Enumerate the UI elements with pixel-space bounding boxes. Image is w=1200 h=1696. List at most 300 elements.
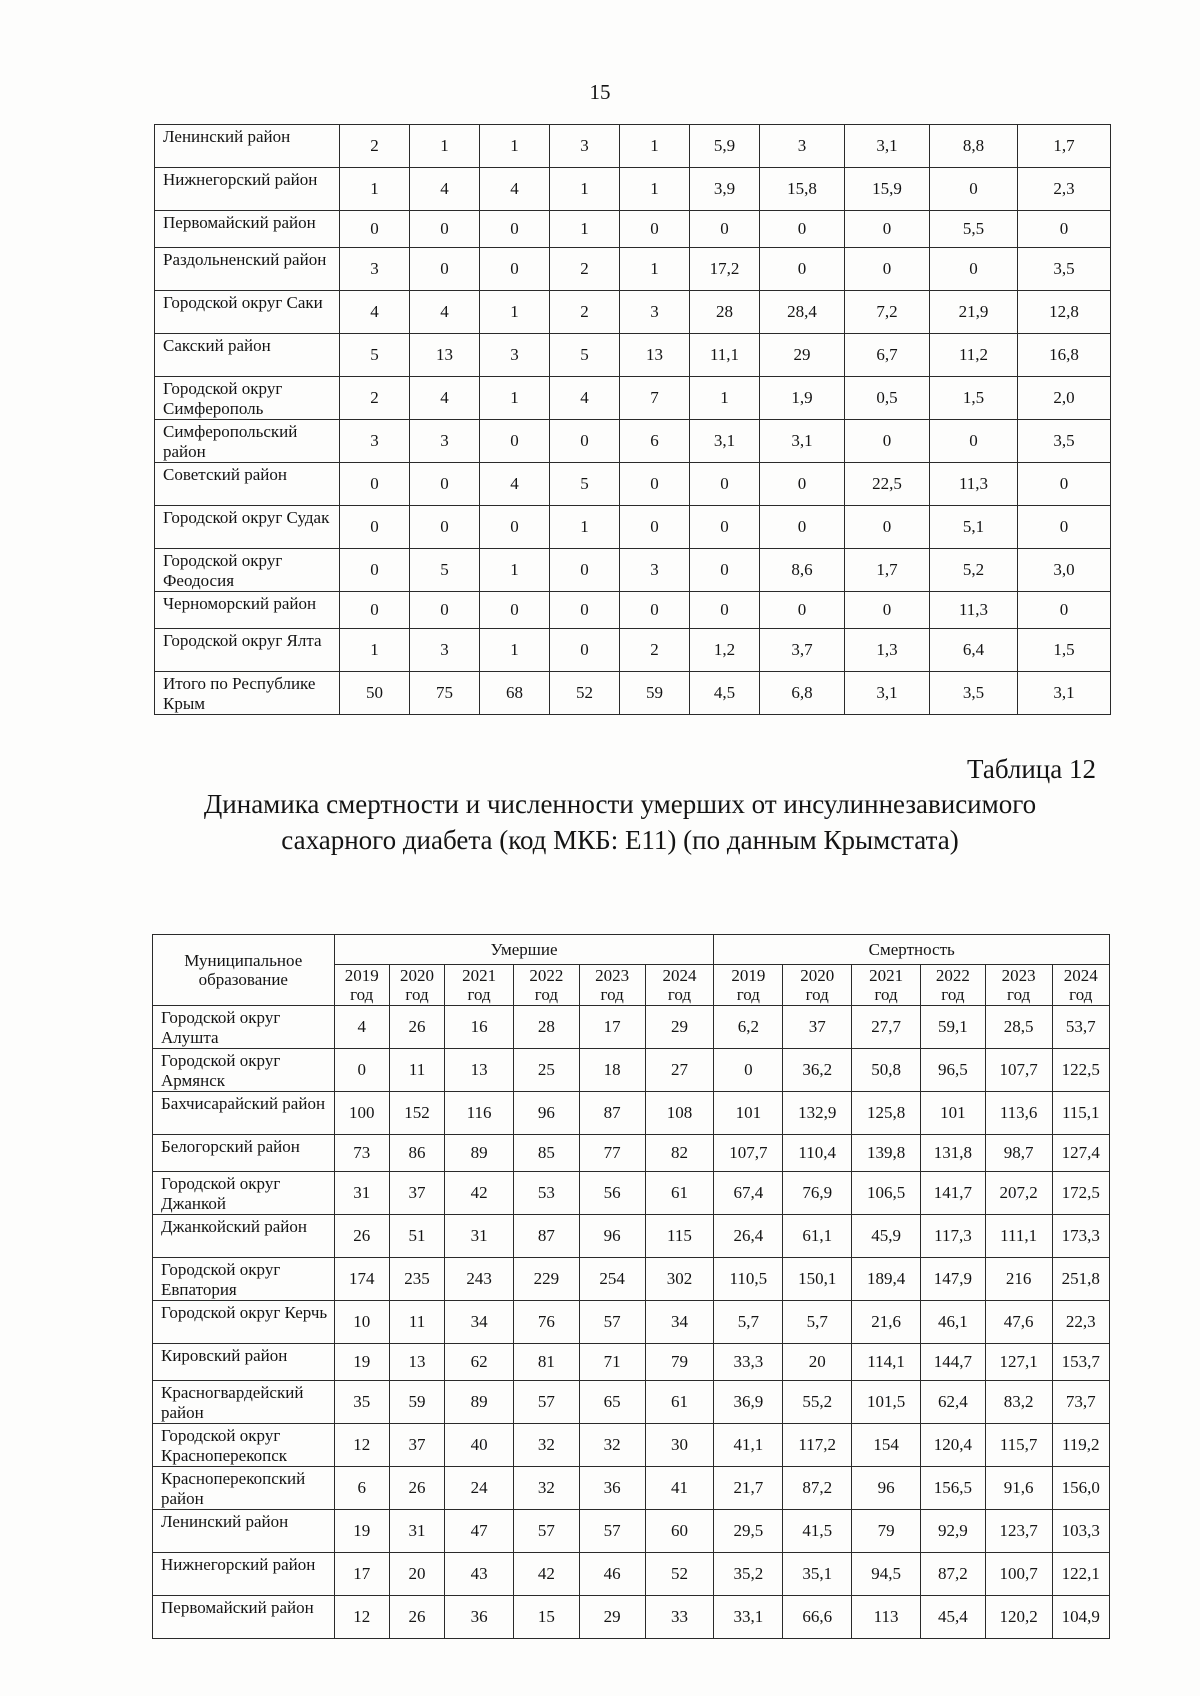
table-cell: 113,6	[985, 1092, 1052, 1135]
table-cell: 32	[514, 1424, 580, 1467]
table-cell: 75	[410, 672, 480, 715]
table-cell: 26	[334, 1215, 389, 1258]
table-cell: 156,5	[921, 1467, 986, 1510]
table-cell: 0	[410, 592, 480, 629]
table-cell: 25	[514, 1049, 580, 1092]
table-cell: 1	[480, 549, 550, 592]
table-cell: 47	[445, 1510, 514, 1553]
table-cell: 79	[645, 1344, 714, 1381]
table-row	[155, 248, 1111, 291]
year-number: 2022	[935, 966, 970, 985]
table-cell: 5,7	[714, 1301, 783, 1344]
row-label: Городской округ Саки	[155, 291, 340, 334]
table-cell: 31	[334, 1172, 389, 1215]
table-cell: 40	[445, 1424, 514, 1467]
column-header-year	[783, 965, 852, 1006]
table-cell: 189,4	[852, 1258, 921, 1301]
table-cell: 61	[645, 1172, 714, 1215]
table-cell: 122,1	[1052, 1553, 1109, 1596]
year-word: год	[1069, 985, 1093, 1004]
table-cell: 1	[480, 377, 550, 420]
table-cell: 27,7	[852, 1006, 921, 1049]
table-cell: 122,5	[1052, 1049, 1109, 1092]
table-cell: 20	[389, 1553, 444, 1596]
table-cell: 115,1	[1052, 1092, 1109, 1135]
table-cell: 1	[620, 248, 690, 291]
table-cell: 0	[690, 506, 760, 549]
table-cell: 35,1	[783, 1553, 852, 1596]
table-cell: 101,5	[852, 1381, 921, 1424]
table-cell: 0	[340, 463, 410, 506]
table-cell: 0	[410, 211, 480, 248]
table-cell: 0	[480, 592, 550, 629]
table-cell: 7,2	[845, 291, 930, 334]
table-cell: 0	[620, 592, 690, 629]
row-label: Городской округ Феодосия	[155, 549, 340, 592]
table-cell: 17	[579, 1006, 645, 1049]
table-row	[153, 1006, 1110, 1049]
table-cell: 152	[389, 1092, 444, 1135]
table-cell: 11	[389, 1049, 444, 1092]
table-cell: 3	[410, 629, 480, 672]
table-cell: 2,3	[1018, 168, 1111, 211]
table-row	[153, 1172, 1110, 1215]
table-cell: 3,1	[845, 672, 930, 715]
table-cell: 1	[620, 125, 690, 168]
table-cell: 37	[389, 1172, 444, 1215]
table-cell: 68	[480, 672, 550, 715]
column-header-year	[579, 965, 645, 1006]
table-cell: 0	[480, 211, 550, 248]
table-cell: 87,2	[783, 1467, 852, 1510]
table-cell: 57	[514, 1510, 580, 1553]
table-cell: 150,1	[783, 1258, 852, 1301]
row-label: Городской округ Армянск	[153, 1049, 335, 1092]
table-cell: 0,5	[845, 377, 930, 420]
year-word: год	[1007, 985, 1031, 1004]
column-header-year	[714, 965, 783, 1006]
column-header-year	[334, 965, 389, 1006]
table-cell: 3,1	[760, 420, 845, 463]
year-number: 2020	[800, 966, 835, 985]
table-cell: 91,6	[985, 1467, 1052, 1510]
table-cell: 15	[514, 1596, 580, 1639]
table-cell: 0	[690, 592, 760, 629]
table-cell: 243	[445, 1258, 514, 1301]
table-cell: 16,8	[1018, 334, 1111, 377]
column-header-year	[1052, 965, 1109, 1006]
row-label: Ленинский район	[153, 1510, 335, 1553]
table-cell: 33,1	[714, 1596, 783, 1639]
year-word: год	[600, 985, 624, 1004]
table-cell: 100	[334, 1092, 389, 1135]
table-cell: 0	[410, 463, 480, 506]
table-cell: 4	[340, 291, 410, 334]
table-cell: 173,3	[1052, 1215, 1109, 1258]
table-cell: 0	[930, 420, 1018, 463]
table-cell: 0	[690, 211, 760, 248]
table-cell: 5,2	[930, 549, 1018, 592]
table-cell: 10	[334, 1301, 389, 1344]
row-label: Городской округ Керчь	[153, 1301, 335, 1344]
year-number: 2024	[1063, 966, 1098, 985]
table-cell: 0	[340, 549, 410, 592]
table-cell: 106,5	[852, 1172, 921, 1215]
table-cell: 0	[334, 1049, 389, 1092]
table-cell: 6,2	[714, 1006, 783, 1049]
row-label: Ленинский район	[155, 125, 340, 168]
table-row	[153, 1049, 1110, 1092]
table-cell: 1	[620, 168, 690, 211]
table-cell: 0	[760, 463, 845, 506]
table-cell: 3,5	[930, 672, 1018, 715]
table-cell: 57	[579, 1510, 645, 1553]
table-row	[153, 1301, 1110, 1344]
table-cell: 73	[334, 1135, 389, 1172]
table-cell: 13	[620, 334, 690, 377]
table-cell: 0	[845, 506, 930, 549]
table-cell: 55,2	[783, 1381, 852, 1424]
table-cell: 0	[410, 248, 480, 291]
table-cell: 60	[645, 1510, 714, 1553]
table-cell: 1	[340, 168, 410, 211]
table-cell: 154	[852, 1424, 921, 1467]
table-cell: 5	[550, 334, 620, 377]
table-cell: 62,4	[921, 1381, 986, 1424]
table-cell: 0	[550, 629, 620, 672]
table-cell: 0	[340, 211, 410, 248]
table-cell: 21,9	[930, 291, 1018, 334]
row-label: Городской округ Джанкой	[153, 1172, 335, 1215]
table-cell: 31	[445, 1215, 514, 1258]
table-cell: 76,9	[783, 1172, 852, 1215]
column-header-year	[985, 965, 1052, 1006]
table-cell: 139,8	[852, 1135, 921, 1172]
table-cell: 100,7	[985, 1553, 1052, 1596]
table-cell: 21,6	[852, 1301, 921, 1344]
table-cell: 0	[690, 549, 760, 592]
year-word: год	[941, 985, 965, 1004]
table-cell: 81	[514, 1344, 580, 1381]
table-cell: 83,2	[985, 1381, 1052, 1424]
table-cell: 96	[514, 1092, 580, 1135]
table-cell: 4	[550, 377, 620, 420]
table-row	[155, 463, 1111, 506]
table-cell: 61,1	[783, 1215, 852, 1258]
table-cell: 1,7	[1018, 125, 1111, 168]
table-cell: 12	[334, 1424, 389, 1467]
table-cell: 96	[852, 1467, 921, 1510]
table-cell: 0	[1018, 463, 1111, 506]
table-cell: 53	[514, 1172, 580, 1215]
table-cell: 50,8	[852, 1049, 921, 1092]
table-cell: 117,3	[921, 1215, 986, 1258]
table-cell: 0	[550, 420, 620, 463]
table-cell: 110,4	[783, 1135, 852, 1172]
table-cell: 6,7	[845, 334, 930, 377]
table-cell: 12	[334, 1596, 389, 1639]
table-cell: 5,5	[930, 211, 1018, 248]
year-number: 2020	[400, 966, 435, 985]
row-label: Городской округ Ялта	[155, 629, 340, 672]
table-cell: 1,3	[845, 629, 930, 672]
table-row	[155, 592, 1111, 629]
table-cell: 0	[760, 506, 845, 549]
table-cell: 46,1	[921, 1301, 986, 1344]
row-label: Джанкойский район	[153, 1215, 335, 1258]
table-cell: 0	[480, 248, 550, 291]
table-cell: 131,8	[921, 1135, 986, 1172]
row-label: Городской округ Симферополь	[155, 377, 340, 420]
table-cell: 3	[620, 291, 690, 334]
column-header-year	[514, 965, 580, 1006]
table-cell: 98,7	[985, 1135, 1052, 1172]
table-cell: 45,4	[921, 1596, 986, 1639]
row-label: Симферопольский район	[155, 420, 340, 463]
table-cell: 0	[480, 420, 550, 463]
table-row	[153, 1092, 1110, 1135]
table-cell: 6	[334, 1467, 389, 1510]
table-cell: 107,7	[985, 1049, 1052, 1092]
table-cell: 31	[389, 1510, 444, 1553]
table-row	[153, 1135, 1110, 1172]
year-word: год	[350, 985, 374, 1004]
table-cell: 0	[480, 506, 550, 549]
table-cell: 19	[334, 1344, 389, 1381]
table-cell: 4	[334, 1006, 389, 1049]
table-cell: 147,9	[921, 1258, 986, 1301]
table-cell: 144,7	[921, 1344, 986, 1381]
table-cell: 2	[550, 291, 620, 334]
table-cell: 21,7	[714, 1467, 783, 1510]
table-row	[155, 549, 1111, 592]
table-cell: 3	[410, 420, 480, 463]
column-header-year	[389, 965, 444, 1006]
table-cell: 4	[480, 168, 550, 211]
table-row	[155, 672, 1111, 715]
row-label: Сакский район	[155, 334, 340, 377]
table-cell: 235	[389, 1258, 444, 1301]
table-cell: 153,7	[1052, 1344, 1109, 1381]
table-cell: 115,7	[985, 1424, 1052, 1467]
table-cell: 30	[645, 1424, 714, 1467]
table-cell: 3,5	[1018, 420, 1111, 463]
table-row	[155, 291, 1111, 334]
table-cell: 1	[340, 629, 410, 672]
table-cell: 104,9	[1052, 1596, 1109, 1639]
table-cell: 59	[620, 672, 690, 715]
year-word: год	[467, 985, 491, 1004]
table-cell: 2	[620, 629, 690, 672]
table-cell: 11,2	[930, 334, 1018, 377]
table-cell: 1	[480, 629, 550, 672]
table-cell: 52	[550, 672, 620, 715]
table-cell: 107,7	[714, 1135, 783, 1172]
table-cell: 216	[985, 1258, 1052, 1301]
table-cell: 156,0	[1052, 1467, 1109, 1510]
table-cell: 66,6	[783, 1596, 852, 1639]
table-cell: 42	[514, 1553, 580, 1596]
table-cell: 43	[445, 1553, 514, 1596]
table-cell: 82	[645, 1135, 714, 1172]
table-cell: 36	[579, 1467, 645, 1510]
table-cell: 34	[645, 1301, 714, 1344]
row-label: Нижнегорский район	[155, 168, 340, 211]
table-cell: 2	[340, 125, 410, 168]
table-cell: 127,1	[985, 1344, 1052, 1381]
table-cell: 101	[714, 1092, 783, 1135]
table-row	[153, 1510, 1110, 1553]
row-label: Кировский район	[153, 1344, 335, 1381]
year-number: 2024	[662, 966, 697, 985]
table-cell: 1	[550, 168, 620, 211]
table-cell: 3,5	[1018, 248, 1111, 291]
table-cell: 111,1	[985, 1215, 1052, 1258]
table-cell: 114,1	[852, 1344, 921, 1381]
table-cell: 103,3	[1052, 1510, 1109, 1553]
table-cell: 251,8	[1052, 1258, 1109, 1301]
table-cell: 57	[579, 1301, 645, 1344]
row-label: Первомайский район	[153, 1596, 335, 1639]
table-cell: 1	[690, 377, 760, 420]
table-cell: 32	[579, 1424, 645, 1467]
table-cell: 2	[550, 248, 620, 291]
table-cell: 87	[514, 1215, 580, 1258]
year-number: 2023	[595, 966, 630, 985]
table-cell: 120,2	[985, 1596, 1052, 1639]
table-cell: 1,5	[930, 377, 1018, 420]
table-cell: 32	[514, 1467, 580, 1510]
table-cell: 41,5	[783, 1510, 852, 1553]
row-label: Красногвардейский район	[153, 1381, 335, 1424]
row-label: Городской округ Алушта	[153, 1006, 335, 1049]
table-cell: 17	[334, 1553, 389, 1596]
table-12-title: Динамика смертности и численности умерших от инсулиннезависимого сахарного диабета (код МКБ: Е11) (по данным Крымстата)	[203, 789, 1037, 855]
table-row	[153, 1424, 1110, 1467]
table-cell: 141,7	[921, 1172, 986, 1215]
table-cell: 254	[579, 1258, 645, 1301]
column-header-year	[645, 965, 714, 1006]
year-word: год	[736, 985, 760, 1004]
table-cell: 3,1	[845, 125, 930, 168]
page-number: 15	[589, 80, 611, 104]
year-word: год	[667, 985, 692, 1004]
table-cell: 89	[445, 1135, 514, 1172]
table-cell: 125,8	[852, 1092, 921, 1135]
table-cell: 41	[645, 1467, 714, 1510]
table-cell: 35,2	[714, 1553, 783, 1596]
table-cell: 0	[340, 506, 410, 549]
table-cell: 0	[550, 549, 620, 592]
table-cell: 3,1	[1018, 672, 1111, 715]
table-cell: 115	[645, 1215, 714, 1258]
table-cell: 1,9	[760, 377, 845, 420]
table-cell: 113	[852, 1596, 921, 1639]
table-cell: 77	[579, 1135, 645, 1172]
table-cell: 76	[514, 1301, 580, 1344]
table-cell: 26	[389, 1006, 444, 1049]
table-cell: 2	[340, 377, 410, 420]
table-cell: 5,1	[930, 506, 1018, 549]
table-cell: 28	[690, 291, 760, 334]
table-cell: 36,2	[783, 1049, 852, 1092]
table-cell: 37	[389, 1424, 444, 1467]
table-cell: 28	[514, 1006, 580, 1049]
table-cell: 59	[389, 1381, 444, 1424]
table-cell: 6	[620, 420, 690, 463]
table-cell: 117,2	[783, 1424, 852, 1467]
table-cell: 8,6	[760, 549, 845, 592]
table-cell: 0	[930, 248, 1018, 291]
table-cell: 4	[410, 291, 480, 334]
table-cell: 61	[645, 1381, 714, 1424]
table-cell: 11,3	[930, 592, 1018, 629]
table-cell: 79	[852, 1510, 921, 1553]
table-cell: 33	[645, 1596, 714, 1639]
table-cell: 26	[389, 1467, 444, 1510]
table-cell: 3	[340, 248, 410, 291]
table-cell: 3	[550, 125, 620, 168]
table-cell: 36,9	[714, 1381, 783, 1424]
table-12-label: Таблица 12	[967, 754, 1096, 784]
group-header-mortality: Смертность	[714, 935, 1110, 965]
table-cell: 26,4	[714, 1215, 783, 1258]
table-cell: 16	[445, 1006, 514, 1049]
table-cell: 29	[760, 334, 845, 377]
table-cell: 110,5	[714, 1258, 783, 1301]
row-label: Белогорский район	[153, 1135, 335, 1172]
table-row	[153, 1344, 1110, 1381]
table-cell: 11	[389, 1301, 444, 1344]
row-label: Бахчисарайский район	[153, 1092, 335, 1135]
table-cell: 13	[389, 1344, 444, 1381]
table-cell: 57	[514, 1381, 580, 1424]
year-number: 2019	[731, 966, 766, 985]
table-cell: 123,7	[985, 1510, 1052, 1553]
table-cell: 0	[1018, 506, 1111, 549]
table-cell: 207,2	[985, 1172, 1052, 1215]
table-cell: 29	[579, 1596, 645, 1639]
group-header-deaths: Умершие	[334, 935, 714, 965]
table-cell: 41,1	[714, 1424, 783, 1467]
table-cell: 59,1	[921, 1006, 986, 1049]
table-cell: 34	[445, 1301, 514, 1344]
table-cell: 87,2	[921, 1553, 986, 1596]
table-cell: 46	[579, 1553, 645, 1596]
table-cell: 26	[389, 1596, 444, 1639]
row-label: Городской округ Судак	[155, 506, 340, 549]
table-cell: 56	[579, 1172, 645, 1215]
table-cell: 0	[845, 211, 930, 248]
table-cell: 0	[930, 168, 1018, 211]
table-row	[155, 377, 1111, 420]
table-cell: 0	[714, 1049, 783, 1092]
table-cell: 27	[645, 1049, 714, 1092]
table-cell: 4	[410, 168, 480, 211]
table-cell: 3	[340, 420, 410, 463]
table-cell: 0	[760, 211, 845, 248]
table-cell: 11,3	[930, 463, 1018, 506]
table-cell: 120,4	[921, 1424, 986, 1467]
table-cell: 42	[445, 1172, 514, 1215]
table-cell: 33,3	[714, 1344, 783, 1381]
table-cell: 1,7	[845, 549, 930, 592]
table-cell: 0	[410, 506, 480, 549]
table-cell: 0	[1018, 592, 1111, 629]
year-word: год	[534, 985, 559, 1004]
row-label: Городской округ Красноперекопск	[153, 1424, 335, 1467]
table-cell: 1	[550, 506, 620, 549]
